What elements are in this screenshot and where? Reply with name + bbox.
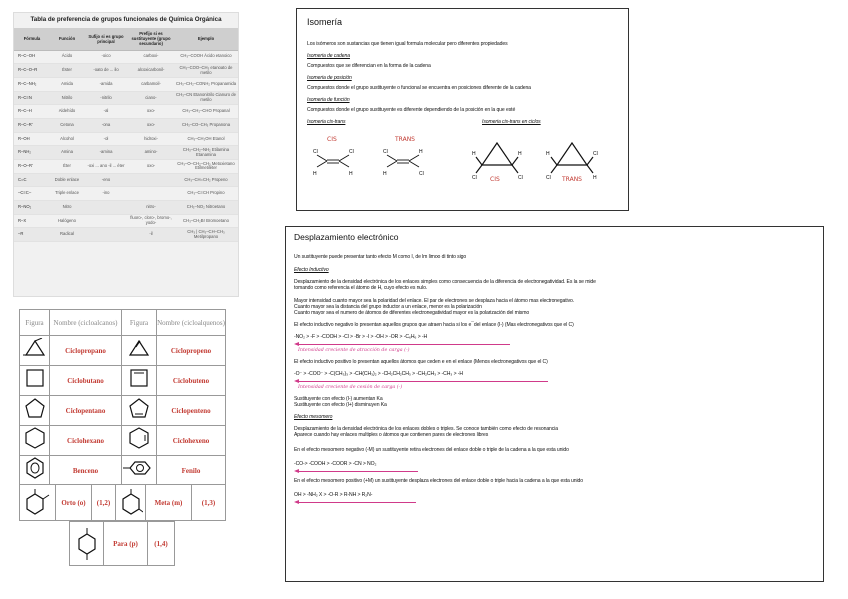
inductivo-text-2: tomando como referencia el átomo de H, cuyo efecto es nulo. xyxy=(294,285,428,291)
cycle-name-b: Ciclopenteno xyxy=(157,396,226,426)
cell-formula: R–X xyxy=(14,214,50,228)
cell-formula: C=C xyxy=(14,173,50,187)
cell-funcion: Nitro xyxy=(50,201,84,215)
positive-inductive-text: El efecto inductivo positivo lo presentan aquellos átomos que ceden e en el enlace (Menos electronegativos que el C) xyxy=(294,359,548,365)
cyclopentane-figure xyxy=(20,396,50,426)
mesomero-positive-text: En el efecto mesomero positivo (+M) un sustituyente desplaza electrones del enlace doble o triple hacia la cadena a la que esta unido xyxy=(294,478,583,484)
atom-label: Cl xyxy=(313,149,318,155)
cell-ejemplo: CH₃–COOH Ácido etanoico xyxy=(174,50,238,64)
table-row xyxy=(20,456,226,486)
table-row xyxy=(14,91,238,105)
col-funcion: Función xyxy=(50,28,84,50)
cyclopropene-figure xyxy=(122,336,157,366)
cell-sufijo: -ino xyxy=(84,187,128,201)
cell-prefijo: -il xyxy=(128,228,174,242)
table-row xyxy=(14,118,238,132)
cell-sufijo xyxy=(84,201,128,215)
cell-ejemplo: CH₃–CO–CH₃ Propanona xyxy=(174,118,238,132)
cell-prefijo: oxo- xyxy=(128,160,174,174)
atom-label: Cl xyxy=(546,175,551,181)
sustituyente-2: Sustituyente con efecto (I+) disminuyen Ka xyxy=(294,402,387,408)
posicion-heading: Isomeria de posición xyxy=(307,75,352,81)
cis-trans-alkenes-drawing xyxy=(307,131,457,181)
inductivo-heading: Efecto Inductivo xyxy=(294,267,329,273)
cycle-name-b: Fenilo xyxy=(157,456,226,486)
cell-ejemplo: CH₃–CH₂Br Bromoetano xyxy=(174,214,238,228)
table-row xyxy=(20,336,226,366)
cell-formula: R–C–O–R xyxy=(14,64,50,78)
cadena-text: Compuestos que se diferencian en la forma de la cadena xyxy=(307,63,431,69)
cell-sufijo: -amina xyxy=(84,146,128,160)
cell-ejemplo: CH₃–CH=CH₂ Propeno xyxy=(174,173,238,187)
cyclopentene-figure xyxy=(122,396,157,426)
cell-sufijo: -ol xyxy=(84,132,128,146)
posicion-text: Compuestos donde el grupo sustituyente o funcional se encuentra en posiciones diferente de la cadena xyxy=(307,85,531,91)
cell-ejemplo: CH₃–NO₂ Nitroetano xyxy=(174,201,238,215)
isomeria-section xyxy=(296,8,629,211)
atom-label: Cl xyxy=(349,149,354,155)
positive-arrow-note: Intensidad creciente de cesión de carga (-) xyxy=(298,385,403,390)
cell-ejemplo: CH₃ | CH₃–CH–CH₃ Metilpropano xyxy=(174,228,238,242)
table-row xyxy=(14,132,238,146)
cell-prefijo: fluoro-, cloro-, bromo-, yodo- xyxy=(128,214,174,228)
mesomero-text-2: Aparece cuando hay enlaces multiples o átomos que contienen pares de electrones libres xyxy=(294,432,489,438)
cell-sufijo: -al xyxy=(84,105,128,119)
cell-funcion: Doble enlace xyxy=(50,173,84,187)
cyclobutene-figure xyxy=(122,366,157,396)
desplazamiento-intro: Un sustituyente puede presentar tanto efecto M como I, de lm limoo di tinto sigo xyxy=(294,254,467,260)
table-row xyxy=(14,64,238,78)
cell-sufijo: -eno xyxy=(84,173,128,187)
table-row xyxy=(20,396,226,426)
positive-inductive-series: -O⁻ > -COO⁻ > -C(CH₃)₃ > -CH(CH₃)₂ > -CH₂CH₂CH₃ > -CH₂CH₃ > -CH₃ > -H xyxy=(294,371,463,377)
cell-sufijo: -nitrilo xyxy=(84,91,128,105)
meta-label: Meta (m) xyxy=(146,485,192,520)
atom-label: H xyxy=(419,149,423,155)
cycle-name-a: Ciclopropano xyxy=(50,336,122,366)
phenyl-figure xyxy=(122,456,157,486)
cycle-name-b: Ciclobuteno xyxy=(157,366,226,396)
atom-label: H xyxy=(349,171,353,177)
table-row xyxy=(14,105,238,119)
cell-prefijo: ciano- xyxy=(128,91,174,105)
table-row xyxy=(14,50,238,64)
substitution-row xyxy=(19,484,226,521)
para-figure xyxy=(70,522,104,565)
cell-sufijo: -oico xyxy=(84,50,128,64)
cell-sufijo xyxy=(84,228,128,242)
cell-funcion: Nitrilo xyxy=(50,91,84,105)
mesomero-positive-arrow xyxy=(294,500,815,504)
negative-arrow xyxy=(294,342,815,346)
cell-prefijo: oxo- xyxy=(128,105,174,119)
sustituyente-1: Sustituyente con efecto (I-) aumentan Ka xyxy=(294,396,383,402)
cell-prefijo: amino- xyxy=(128,146,174,160)
cycle-name-b: Ciclohexeno xyxy=(157,426,226,456)
cell-funcion: Amida xyxy=(50,77,84,91)
cell-formula: R–C–R' xyxy=(14,118,50,132)
cell-funcion: Aldehído xyxy=(50,105,84,119)
negative-arrow-note: Intensidad creciente de atracción de carga (-) xyxy=(298,348,410,353)
cycle-name-b: Ciclopropeno xyxy=(157,336,226,366)
header-nombre-a: Nombre (cicloalcanos) xyxy=(50,310,122,336)
table-row xyxy=(14,146,238,160)
cell-formula: –R xyxy=(14,228,50,242)
table-row xyxy=(14,187,238,201)
cell-formula: R–NO₂ xyxy=(14,201,50,215)
functional-groups-table xyxy=(14,28,238,242)
cell-formula: R–OH xyxy=(14,132,50,146)
atom-label: Cl xyxy=(518,175,523,181)
isomeria-intro: Los isómeros son sustancias que tienen igual formula molecular pero diferentes propiedades xyxy=(307,41,508,47)
table-row xyxy=(14,77,238,91)
cell-formula: R–C–H xyxy=(14,105,50,119)
cell-funcion: Radical xyxy=(50,228,84,242)
cis-trans-cycles-drawing xyxy=(472,129,622,187)
header-figura-b: Figura xyxy=(122,310,157,336)
atom-label: Cl xyxy=(419,171,424,177)
funcion-heading: Isomeria de función xyxy=(307,97,350,103)
atom-label: Cl xyxy=(383,149,388,155)
cyclobutane-figure xyxy=(20,366,50,396)
meta-positions: (1,3) xyxy=(201,498,216,507)
cell-ejemplo: CH₃–O–CH₂–CH₃ Metoxietano Etilmetiléter xyxy=(174,160,238,174)
cell-sufijo: -amida xyxy=(84,77,128,91)
cycle-name-a: Ciclobutano xyxy=(50,366,122,396)
cycles-table xyxy=(19,309,226,486)
rule-1: Mayor intensidad cuanto mayor sea la polaridad del enlace. El par de electrones se desplaza hacia el átomo mas electronegativo. xyxy=(294,298,575,304)
cell-formula: R–C–OH xyxy=(14,50,50,64)
trans-label: TRANS xyxy=(562,176,582,183)
cycle-name-a: Benceno xyxy=(50,456,122,486)
cell-ejemplo: CH₃–CH₂OH Etanol xyxy=(174,132,238,146)
cyclohexane-figure xyxy=(20,426,50,456)
cell-prefijo: nitro- xyxy=(128,201,174,215)
cistrans-cycles-heading: Isomeria cis-trans en ciclos xyxy=(482,119,541,125)
mesomero-text-1: Desplazamiento de la densidad electrónica de los enlaces dobles o triples. Se conoce también como efecto de resonancia xyxy=(294,426,558,432)
cell-ejemplo: CH₃–C≡CH Propino xyxy=(174,187,238,201)
cell-prefijo: carbamoil- xyxy=(128,77,174,91)
col-prefijo: Prefijo si es sustituyente (grupo secundario) xyxy=(128,28,174,50)
cell-funcion: Éter xyxy=(50,160,84,174)
cell-formula: R–C≡N xyxy=(14,91,50,105)
header-nombre-b: Nombre (cicloalquenos) xyxy=(157,310,226,336)
mesomero-negative-arrow xyxy=(294,469,815,473)
isomeria-title: Isomería xyxy=(307,17,343,27)
cis-label: CIS xyxy=(490,176,500,183)
inductivo-text-1: Desplazamiento de la densidad electrónica de los enlaces simples como consecuencia de la diferencia de electronegatividad. Es la se mide xyxy=(294,279,596,285)
atom-label: H xyxy=(593,175,597,181)
table-row xyxy=(14,160,238,174)
functional-groups-table-image xyxy=(13,12,239,297)
cell-funcion: Amina xyxy=(50,146,84,160)
cis-label: CIS xyxy=(327,136,337,143)
para-label: Para (p) xyxy=(104,522,148,565)
cell-funcion: Éster xyxy=(50,64,84,78)
cell-funcion: Triple enlace xyxy=(50,187,84,201)
negative-inductive-series: -NO₂ > -F > -COOH > -Cl > -Br > -I > -OH > -OR > -C₆H₆ > -H xyxy=(294,334,428,340)
rule-3: Cuanto mayor sea el numero de átomos de diferentes electronegatividad mayor es la polarización del mismo xyxy=(294,310,530,316)
benzene-figure xyxy=(20,456,50,486)
cell-prefijo xyxy=(128,187,174,201)
meta-figure xyxy=(116,485,146,520)
cycle-name-a: Ciclopentano xyxy=(50,396,122,426)
cell-ejemplo: CH₃–CH₂–CHO Propanal xyxy=(174,105,238,119)
atom-label: H xyxy=(383,171,387,177)
cell-funcion: Ácido xyxy=(50,50,84,64)
table-row xyxy=(20,426,226,456)
mesomero-negative-series: -CO-> -COOH > -COOR > -CN > NO₂ xyxy=(294,461,377,467)
cell-sufijo: -oato de ... ilo xyxy=(84,64,128,78)
table-row xyxy=(14,173,238,187)
cistrans-heading: Isomeria cis-trans xyxy=(307,119,346,125)
cell-prefijo: hidroxi- xyxy=(128,132,174,146)
cell-ejemplo: CH₃–CH₂–NH₂ Etilamina Etanamina xyxy=(174,146,238,160)
atom-label: Cl xyxy=(472,175,477,181)
table-row xyxy=(14,214,238,228)
negative-inductive-text: El efecto inductivo negativo lo presentan aquellos grupos que atraen hacia si los e¯del enlace (I-) (Mas electronegativos que el C) xyxy=(294,322,574,328)
cell-formula: R–NH₂ xyxy=(14,146,50,160)
cyclohexene-figure xyxy=(122,426,157,456)
functional-groups-title: Tabla de preferencia de grupos funcionales de Química Orgánica xyxy=(30,16,222,23)
trans-label: TRANS xyxy=(395,136,415,143)
cyclopropane-figure xyxy=(20,336,50,366)
desplazamiento-title: Desplazamiento electrónico xyxy=(294,232,399,242)
ortho-figure xyxy=(20,485,56,520)
cell-prefijo xyxy=(128,173,174,187)
cell-funcion: Alcohol xyxy=(50,132,84,146)
rule-2: Cuanto mayor sea la distancia del grupo inductor a un enlace, menor es la polarización xyxy=(294,304,482,310)
positive-arrow xyxy=(294,379,815,383)
cell-ejemplo: CH₃–CH₂–CONH₂ Propanamida xyxy=(174,77,238,91)
cell-ejemplo: CH₃–COO–CH₃ etanoato de metilo xyxy=(174,64,238,78)
table-row xyxy=(14,228,238,242)
cadena-heading: Isomeria de cadena xyxy=(307,53,350,59)
ortho-label: Orto (o) xyxy=(56,485,92,520)
cell-prefijo: carboxi- xyxy=(128,50,174,64)
cell-ejemplo: CH₃–CN Etanonitrilo Cianuro de metilo xyxy=(174,91,238,105)
col-formula: Fórmula xyxy=(14,28,50,50)
atom-label: H xyxy=(518,151,522,157)
para-row xyxy=(69,521,175,566)
cell-sufijo: -oxi ... ano -il ... éter xyxy=(84,160,128,174)
col-ejemplo: Ejemplo xyxy=(174,28,238,50)
table-row xyxy=(14,201,238,215)
atom-label: H xyxy=(472,151,476,157)
header-figura-a: Figura xyxy=(20,310,50,336)
cell-formula: –C≡C– xyxy=(14,187,50,201)
funcion-text: Compuestos donde el grupo sustituyente es diferente dependiendo de la posición en la que esté xyxy=(307,107,516,113)
ortho-positions: (1,2) xyxy=(92,485,116,520)
para-positions: (1,4) xyxy=(154,539,168,548)
cell-funcion: Cetona xyxy=(50,118,84,132)
cell-sufijo: -ona xyxy=(84,118,128,132)
cycle-name-a: Ciclohexano xyxy=(50,426,122,456)
col-sufijo: Sufijo si es grupo principal xyxy=(84,28,128,50)
cell-formula: R–O–R' xyxy=(14,160,50,174)
cell-prefijo: oxo- xyxy=(128,118,174,132)
atom-label: Cl xyxy=(593,151,598,157)
mesomero-heading: Efecto mesomero xyxy=(294,414,333,420)
mesomero-positive-series: OH > -NH₂ X > -O-R > R-NH > R₂N- xyxy=(294,492,373,498)
atom-label: H xyxy=(546,151,550,157)
cell-sufijo xyxy=(84,214,128,228)
cell-formula: R–C–NH₂ xyxy=(14,77,50,91)
cell-prefijo: alcoxicarbonil- xyxy=(128,64,174,78)
table-row xyxy=(20,366,226,396)
desplazamiento-section xyxy=(285,226,824,582)
atom-label: H xyxy=(313,171,317,177)
mesomero-negative-text: En el efecto mesomero negativo (-M) un sustituyente retira electrones del enlace doble o triple de la cadena a la que esta unido xyxy=(294,447,569,453)
cell-funcion: Halógeno xyxy=(50,214,84,228)
